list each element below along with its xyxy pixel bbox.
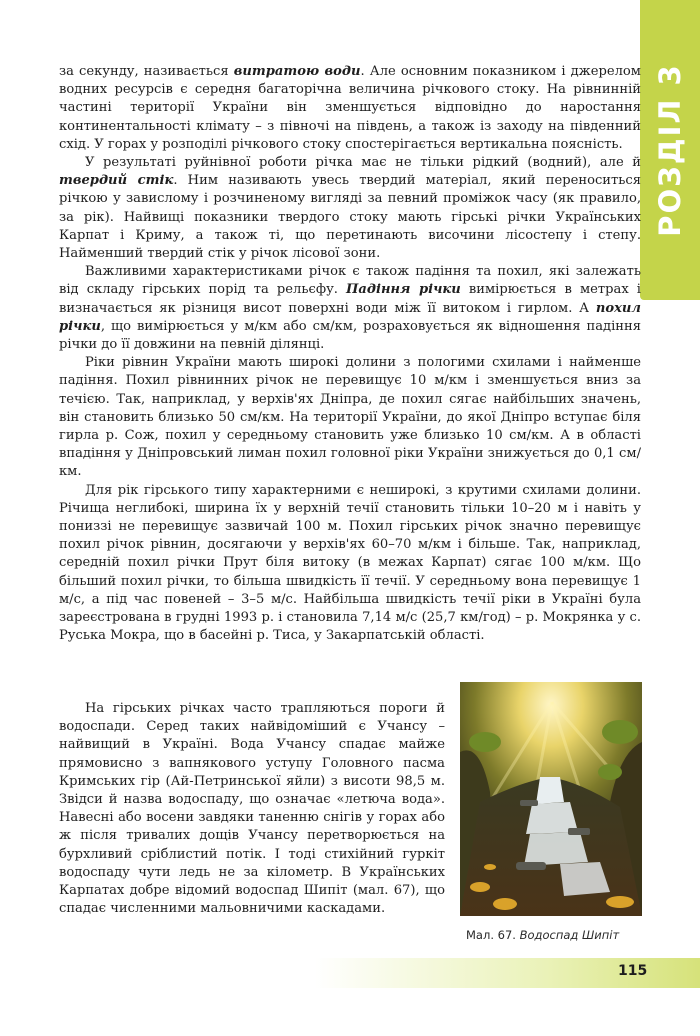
page-number: 115 [618,963,648,979]
term-water-discharge: витратою води [233,64,361,79]
term-solid-runoff: твердий стік [59,173,174,189]
footer-band [0,958,700,988]
paragraph-plain-rivers: Ріки рівнин України мають широкі долини з пологими схилами і найменше падіння. Похил рівнинних річок не перевищує 10 м/км і зменшується вниз за течією. Так, наприклад, у верхів'ях Дніпра, де похил сягає найбільших значень, він становить близько 50 см/км. На території України, до якої Дніпро вступає біля гирла р. Сож, похил у середньому становить уже близько 10 см/км. А в області впадіння у Дніпровський лиман похил головної ріки України знижується до 0,1 см/км. [59,355,641,480]
waterfall-illustration [460,682,642,916]
paragraph-flow-rate: за секунду, називається витратою води. Але основним показником і джерелом водних ресурсів є середня багаторічна величина річкового стоку. На рівнинній частині території України він зменшується відповідно до наростання континентальності клімату – з півночі на південь, а також із заходу на південний схід. У горах у розподілі річкового стоку спостерігається вертикальна поясність. [59,64,641,152]
figure-caption [466,928,646,942]
term-river-fall: Падіння річки [346,282,461,298]
paragraph-waterfalls: На гірських річках часто трапляються пороги й водоспади. Серед таких найвідоміший є Учансу – найвищий в Україні. Вода Учансу спадає майже прямовисно з вапнякового уступу Головного пасма Кримських гір (Ай-Петринської яйли) з висоти 98,5 м. Звідси й назва водоспаду, що означає «летюча вода». Навесні або восени завдяки таненню снігів у горах або ж після тривалих дощів Учансу перетворюється на бурхливий сріблистий потік. І тоді стихійний гуркіт водоспаду чути ледь не за кілометр. В Українських Карпатах добре відомий водоспад Шипіт (мал. 67), що спадає численними мальовничими каскадами. [59,701,445,917]
waterfalls-text [59,700,445,918]
paragraph-mountain-rivers: Для рік гірського типу характерними є неширокі, з крутими схилами долини. Річища неглибокі, ширина їх у верхній течії становить тільки 10–20 м і навіть у пониззі не перевищує зазвичай 100 м. Похил гірських річок значно перевищує похил річок рівнин, досягаючи у верхів'ях 60–70 м/км і більше. Так, наприклад, середній похил річки Прут біля витоку (в межах Карпат) сягає 100 м/км. Що більший похил річки, то більша швидкість її течії. У середньому вона перевищує 1 м/с, а під час повеней – 3–5 м/с. Найбільша швидкість течії ріки в Україні була зареєстрована в грудні 1993 р. і становила 7,14 м/с (25,7 км/год) – р. Мокрянка у с. Руська Мокра, що в басейні р. Тиса, у Закарпатській області. [59,482,641,644]
term-river-slope: похил річки [59,300,641,334]
figure-number: Мал. 67. [466,928,516,942]
paragraph-fall-slope: Важливими характеристиками річок є також падіння та похил, які залежать від складу гірських порід та рельєфу. Падіння річки вимірюється в метрах і визначається як різниця висот поверхні води між її витоком і гирлом. А похил річки, що вимірюється у м/км або см/км, розраховується як відношення падіння річки до її довжини на певній ділянці. [59,264,641,353]
waterfall-photo [460,682,642,916]
main-text [59,63,641,646]
chapter-tab-label: РОЗДІЛ 3 [653,63,687,237]
figure-title: Водоспад Шипіт [519,928,620,942]
paragraph-solid-runoff: У результаті руйнівної роботи річка має не тільки рідкий (водний), але й твердий стік. Ним називають увесь твердий матеріал, який переноситься річкою у завислому і розчиненому вигляді за певний проміжок часу (як правило, за рік). Найвищі показники твердого стоку мають гірські річки Українських Карпат і Криму, а також ті, що перетинають височини лісостепу і степу. Найменший твердий стік у річок лісової зони. [59,155,641,262]
chapter-tab [640,0,700,300]
